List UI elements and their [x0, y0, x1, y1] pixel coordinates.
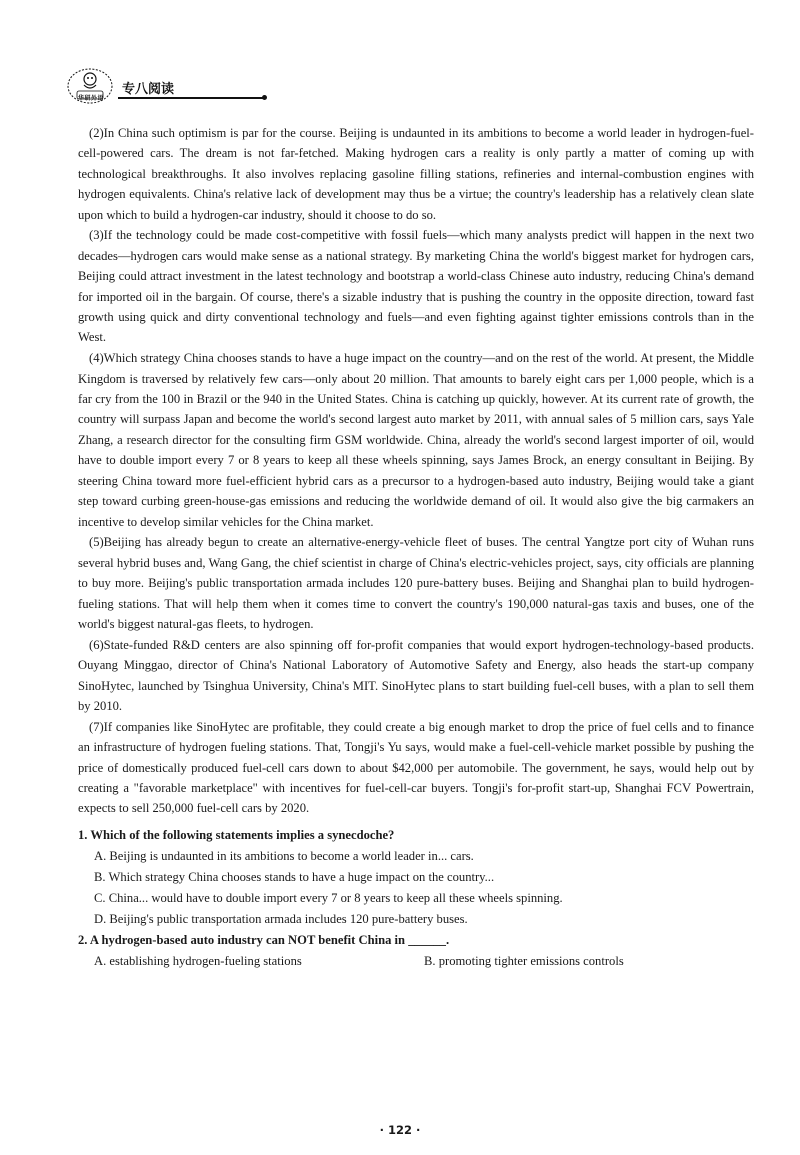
- paragraph-5: (5)Beijing has already begun to create an alternative-energy-vehicle fleet of buses. The central Yangtze port city of Wuhan runs several hybrid buses and, Wang Gang, the chief scientist in charge of China's electric-vehicles project, says, city officials are planning to buy more. Beijing's public transportation armada includes 120 pure-battery buses. Beijing and Shanghai plan to build hydrogen-fueling stations. That will help them when it comes time to convert the country's 190,000 natural-gas taxis and buses, one of the world's biggest natural-gas fleets, to hydrogen.: [78, 535, 754, 631]
- paragraph-4: (4)Which strategy China chooses stands to have a huge impact on the country—and on the rest of the world. At present, the Middle Kingdom is traversed by relatively few cars—only about 20 million. That amounts to barely eight cars per 1,000 people, which is a far cry from the 100 in Brazil or the 940 in the United States. China is catching up quickly, however. At its current rate of growth, the country will surpass Japan and become the world's second largest auto market by 2011, with annual sales of 5 million cars, says Yale Zhang, a research director for the consulting firm GSM worldwide. China, already the world's second largest importer of oil, would have to double import every 7 or 8 years to keep all these wheels spinning, says James Brock, an energy consultant in Beijing. By steering China toward more fuel-efficient hybrid cars as a precursor to a hydrogen-based auto industry, Beijing would take a giant step toward curbing green-house-gas emissions and reducing the worldwide demand of oil. It would also give the big carmakers an incentive to develop similar vehicles for the China market.: [78, 351, 754, 529]
- question-1-option-b: B. Which strategy China chooses stands to have a huge impact on the country...: [94, 869, 495, 884]
- question-2-option-a: A. establishing hydrogen-fueling stations: [94, 953, 302, 968]
- question-1-stem: 1. Which of the following statements implies a synecdoche?: [78, 827, 395, 842]
- paragraph-2: (2)In China such optimism is par for the course. Beijing is undaunted in its ambitions to become a world leader in hydrogen-fuel-cell-powered cars. The dream is not far-fetched. Making hydrogen cars a reality is only partly a matter of coming up with technological breakthroughs. It also involves replacing gasoline filling stations, refineries and internal-combustion engines with hydrogen equivalents. China's relative lack of development may thus be a virtue; the country's leadership has a relatively clean slate upon which to build a hydrogen-car industry, should it choose to do so.: [78, 126, 754, 222]
- question-1-option-c: C. China... would have to double import every 7 or 8 years to keep all these wheels spinning.: [94, 890, 563, 905]
- question-2-stem: 2. A hydrogen-based auto industry can NOT benefit China in ______.: [78, 932, 450, 947]
- question-1-option-a: A. Beijing is undaunted in its ambitions to become a world leader in... cars.: [94, 848, 474, 863]
- article-body: [78, 123, 754, 972]
- page-number: · 122 ·: [379, 1123, 421, 1137]
- paragraph-7: (7)If companies like SinoHytec are profitable, they could create a big enough market to drop the price of fuel cells and to finance an infrastructure of hydrogen fueling stations. That, Tongji's Yu says, would make a fuel-cell-vehicle market possible by pushing the price of domestically produced fuel-cell cars down to about $42,000 per automobile. The government, he says, would help out by creating a "favorable marketplace" with incentives for fuel-cell-car buyers. Tongji's for-profit start-up, Shanghai FCV Powertrain, expects to sell 250,000 fuel-cell cars by 2020.: [78, 719, 754, 816]
- page-header: [66, 66, 206, 106]
- section-title: 专八阅读: [122, 82, 175, 97]
- header-dot: [262, 95, 267, 100]
- question-1-option-d: D. Beijing's public transportation armada includes 120 pure-battery buses.: [94, 911, 468, 926]
- paragraph-6: (6)State-funded R&D centers are also spinning off for-profit companies that would export hydrogen-technology-based products. Ouyang Minggao, director of China's National Laboratory of Automotive Safety and Energy, also heads the start-up company SinoHytec, launched by Tsinghua University, China's MIT. SinoHytec plans to start building fuel-cell buses, with a plan to sell them by 2010.: [78, 637, 754, 713]
- question-2-option-b: B. promoting tighter emissions controls: [424, 953, 624, 968]
- paragraph-3: (3)If the technology could be made cost-competitive with fossil fuels—which many analysts predict will happen in the next two decades—hydrogen cars would make sense as a national strategy. By marketing China the world's biggest market for hydrogen cars, Beijing could attract investment in the latest technology and bootstrap a world-class Chinese auto industry, reducing China's demand for imported oil in the bargain. Of course, there's a sizable industry that is pushing the country in the opposite direction, toward fast growth using quick and dirty conventional technology and fuels—and even fighting against tighter emissions controls than in the West.: [78, 228, 754, 345]
- question-list: [78, 825, 754, 972]
- logo-text: 华研外语: [78, 95, 105, 102]
- publisher-logo: [66, 66, 118, 106]
- header-divider: [118, 97, 264, 99]
- question-2-options: [94, 951, 754, 972]
